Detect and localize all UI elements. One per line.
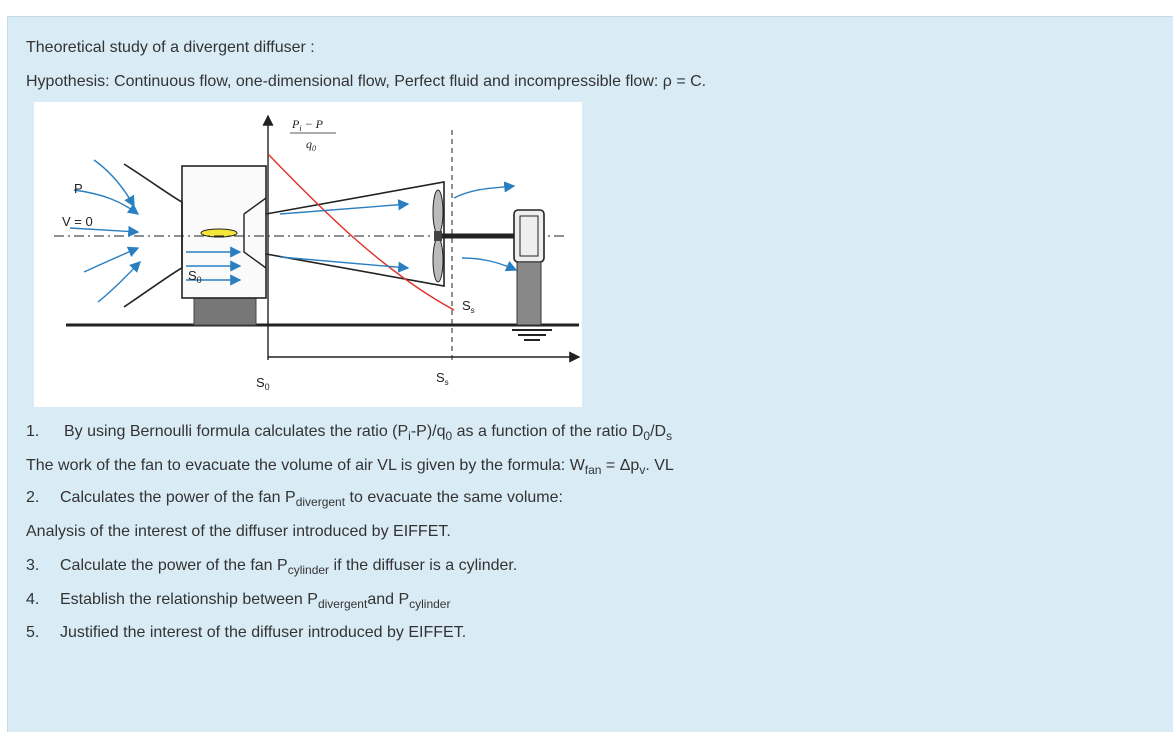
hypothesis-text: Hypothesis: Continuous flow, one-dimensional flow, Perfect fluid and incompressible flow: ρ = C. <box>26 73 707 90</box>
divergent-diffuser <box>266 182 444 286</box>
label-v: V = 0 <box>62 214 93 229</box>
diffuser-diagram <box>34 102 582 407</box>
svg-text:q0: $q_0$ <box>306 137 316 153</box>
flow-arrows <box>70 160 516 302</box>
support-pedestal <box>194 298 256 325</box>
motor-icon <box>514 210 544 325</box>
section-title: Theoretical study of a divergent diffuser : <box>26 39 315 56</box>
ground-symbol <box>512 330 552 340</box>
question-3: 3. Calculate the power of the fan $P_{cylinder}$ if the diffuser is a cylinder. <box>26 557 518 578</box>
inlet-nozzle <box>124 164 182 307</box>
label-s0-axis: $S_0$ <box>256 375 270 392</box>
analysis-heading: Analysis of the interest of the diffuser introduced by EIFFET. <box>26 523 451 540</box>
label-ss-inner: $S_s$ <box>462 298 475 315</box>
label-ss-axis: $S_s$ <box>436 370 449 387</box>
question-5: 5. Justified the interest of the diffuser introduced by EIFFET. <box>26 624 467 641</box>
label-s0-inner: $S_0$ <box>188 268 202 285</box>
svg-text:Pi − P: $P_i - P$ <box>292 117 324 133</box>
label-p: P <box>74 181 83 196</box>
question-2: 2. Calculates the power of the fan $P_{divergent}$ to evacuate the same volume: <box>26 489 563 510</box>
pressure-curve <box>268 154 454 310</box>
question-4: 4. Establish the relationship between $P_{divergent}and$ $P_{cylinder}$ <box>26 591 451 612</box>
question-1: 1. By using Bernoulli formula calculates the ratio $(P_i-P)/q_0$ as a function of the ratio $D_0/D_s$ <box>26 423 673 444</box>
fan-icon <box>433 190 443 282</box>
fan-work-formula: The work of the fan to evacuate the volume of air VL is given by the formula: $W_{fan} = \Delta p_v$. VL <box>26 457 674 478</box>
ratio-label <box>290 117 336 153</box>
